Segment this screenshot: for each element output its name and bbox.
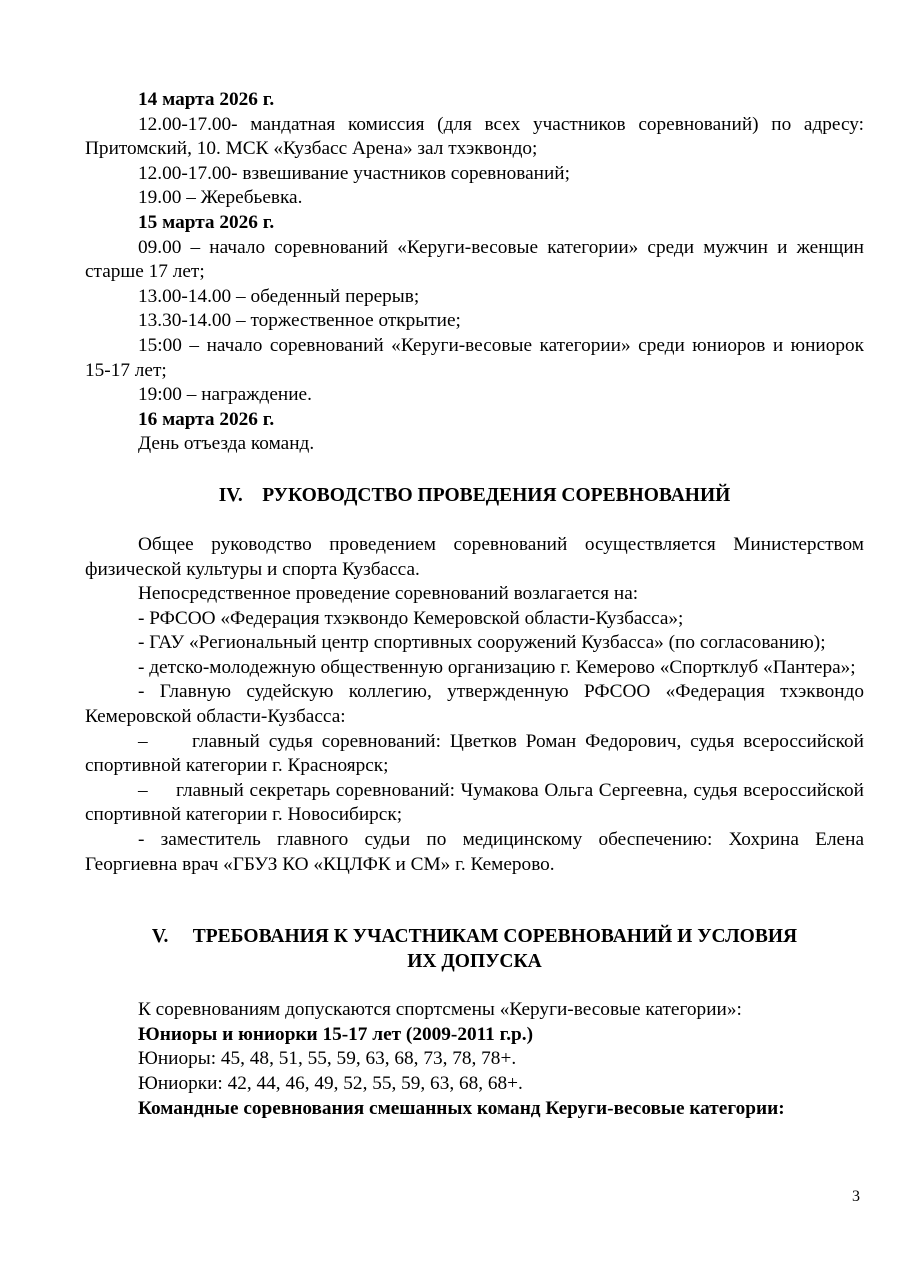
section-4-paragraph: - ГАУ «Региональный центр спортивных сооружений Кузбасса» (по согласованию); (138, 632, 826, 654)
section-4-paragraph: Общее руководство проведением соревнований осуществляется Министерством физической культуры и спорта Кузбасса. (85, 533, 864, 580)
page-number: 3 (852, 1188, 860, 1205)
date-heading-14-march: 14 марта 2026 г. (138, 89, 275, 110)
section-4-paragraph: - детско-молодежную общественную организацию г. Кемерово «Спортклуб «Пантера»; (138, 656, 856, 678)
schedule-item: 19:00 – награждение. (138, 384, 312, 406)
section-4-paragraph: – главный секретарь соревнований: Чумакова Ольга Сергеевна, судья всероссийской спортивной категории г. Новосибирск; (85, 779, 869, 826)
schedule-item: 12.00-17.00- взвешивание участников соревнований; (138, 162, 570, 184)
section-5-group-title: Юниоры и юниорки 15-17 лет (2009-2011 г.р.) (138, 1023, 534, 1045)
section-4-paragraph: Непосредственное проведение соревнований возлагается на: (138, 583, 639, 605)
schedule-item: 12.00-17.00- мандатная комиссия (для всех участников соревнований) по адресу: Притомский, 10. МСК «Кузбасс Арена» зал тхэквондо; (85, 113, 864, 160)
section-4-paragraph: – главный судья соревнований: Цветков Роман Федорович, судья всероссийской спортивной категории г. Красноярск; (85, 730, 869, 777)
document-page (85, 88, 869, 1121)
schedule-item: 19.00 – Жеребьевка. (138, 187, 303, 209)
section-5-heading (85, 924, 864, 974)
section-4-paragraph: - РФСОО «Федерация тхэквондо Кемеровской области-Кузбасса»; (138, 607, 684, 629)
date-heading-15-march: 15 марта 2026 г. (138, 211, 275, 233)
section-5-heading-line-2: ИХ ДОПУСКА (407, 951, 542, 973)
schedule-item: 13.30-14.00 – торжественное открытие; (138, 310, 461, 332)
schedule-item: 15:00 – начало соревнований «Керуги-весовые категории» среди юниоров и юниорок 15-17 лет; (85, 334, 864, 381)
schedule-item: 13.00-14.00 – обеденный перерыв; (138, 285, 420, 307)
section-4-heading: IV. РУКОВОДСТВО ПРОВЕДЕНИЯ СОРЕВНОВАНИЙ (218, 484, 731, 506)
section-4-paragraph: - Главную судейскую коллегию, утвержденную РФСОО «Федерация тхэквондо Кемеровской области-Кузбасса: (85, 681, 864, 728)
section-5-intro: К соревнованиям допускаются спортсмены «Керуги-весовые категории»: (138, 999, 742, 1021)
juniors-male-weights: Юниоры: 45, 48, 51, 55, 59, 63, 68, 73, 78, 78+. (138, 1048, 517, 1070)
section-5-heading-line-1: V. ТРЕБОВАНИЯ К УЧАСТНИКАМ СОРЕВНОВАНИЙ И УСЛОВИЯ (151, 926, 798, 948)
schedule-item: 09.00 – начало соревнований «Керуги-весовые категории» среди мужчин и женщин старше 17 лет; (85, 236, 864, 283)
section-4-paragraph: - заместитель главного судьи по медицинскому обеспечению: Хохрина Елена Георгиевна врач «ГБУЗ КО «КЦЛФК и СМ» г. Кемерово. (85, 829, 864, 875)
juniors-female-weights: Юниорки: 42, 44, 46, 49, 52, 55, 59, 63, 68, 68+. (138, 1073, 523, 1094)
team-competition-title: Командные соревнования смешанных команд Керуги-весовые категории: (138, 1097, 785, 1119)
schedule-item: День отъезда команд. (138, 433, 315, 455)
date-heading-16-march: 16 марта 2026 г. (138, 408, 275, 430)
